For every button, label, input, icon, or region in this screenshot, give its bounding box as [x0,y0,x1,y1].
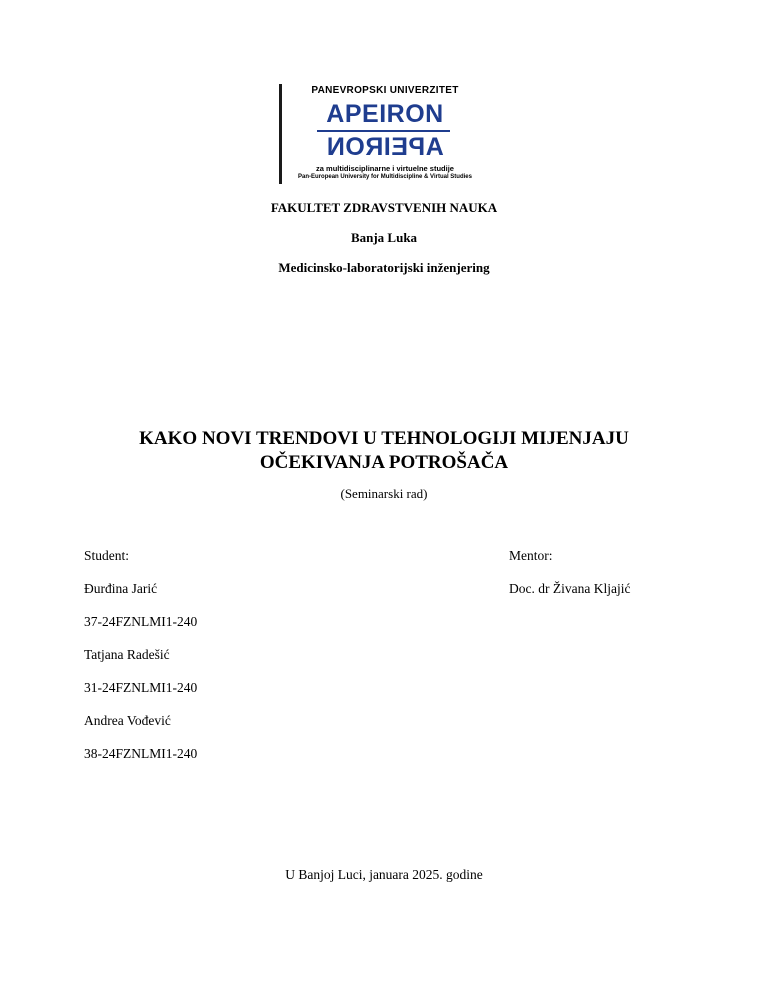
logo-divider [279,84,282,184]
logo-mirrored-name: APEIRON [326,133,444,161]
student-label: Student: [84,548,130,563]
document-type: (Seminarski rad) [340,486,428,501]
student-name-2: Tatjana Radešić [84,647,170,662]
student-id-1: 37-24FZNLMI1-240 [84,614,198,629]
place-and-date: U Banjoj Luci, januara 2025. godine [285,867,483,882]
mentor-label: Mentor: [509,548,553,563]
logo-rule [317,130,450,132]
student-id-3: 38-24FZNLMI1-240 [84,746,198,761]
city-name: Banja Luka [350,230,418,245]
faculty-name: FAKULTET ZDRAVSTVENIH NAUKA [270,200,498,215]
university-logo [279,84,491,184]
program-name: Medicinsko-laboratorijski inženjering [278,260,490,275]
logo-subtitle-local: za multidisciplinarne i virtuelne studije [316,164,454,173]
logo-name: APEIRON [326,100,444,128]
mentor-name: Doc. dr Živana Kljajić [509,581,631,596]
logo-subtitle-english: Pan-European University for Multidiscipline & Virtual Studies [298,174,472,180]
document-title-line-1: KAKO NOVI TRENDOVI U TEHNOLOGIJI MIJENJAJU [139,428,629,449]
student-name-3: Andrea Vođević [84,713,171,728]
logo-university-line: PANEVROPSKI UNIVERZITET [311,85,459,96]
document-title-line-2: OČEKIVANJA POTROŠAČA [259,452,509,473]
student-name-1: Đurđina Jarić [84,581,158,596]
student-id-2: 31-24FZNLMI1-240 [84,680,198,695]
